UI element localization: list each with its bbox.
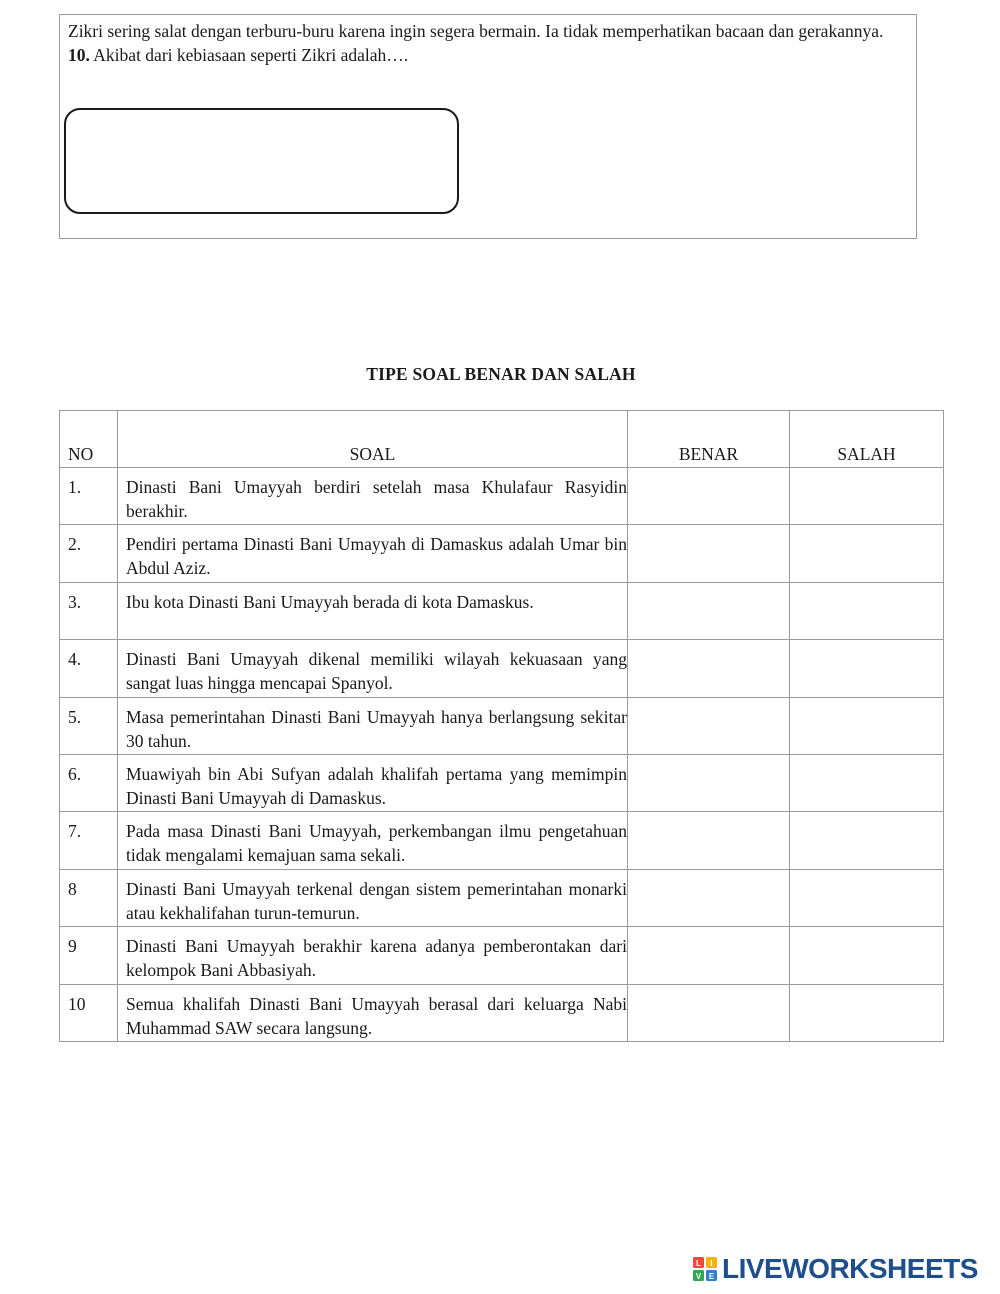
question-text	[68, 19, 910, 67]
salah-answer-cell[interactable]	[790, 640, 944, 697]
benar-answer-cell[interactable]	[628, 468, 790, 525]
svg-text:V: V	[695, 1272, 702, 1281]
header-soal: SOAL	[118, 411, 628, 468]
row-number: 9	[60, 927, 118, 984]
row-statement: Masa pemerintahan Dinasti Bani Umayyah hanya berlangsung sekitar 30 tahun.	[118, 697, 628, 754]
salah-answer-cell[interactable]	[790, 468, 944, 525]
question-context: Zikri sering salat dengan terburu-buru karena ingin segera bermain. Ia tidak memperhatikan bacaan dan gerakannya.	[68, 21, 884, 41]
answer-input-box[interactable]	[64, 108, 459, 214]
question-number: 10.	[68, 45, 90, 65]
table-row	[60, 754, 944, 811]
row-number: 8	[60, 869, 118, 926]
liveworksheets-logo-text: LIVEWORKSHEETS	[722, 1253, 978, 1284]
salah-answer-cell[interactable]	[790, 582, 944, 639]
benar-answer-cell[interactable]	[628, 812, 790, 869]
header-benar: BENAR	[628, 411, 790, 468]
benar-answer-cell[interactable]	[628, 984, 790, 1041]
row-statement: Semua khalifah Dinasti Bani Umayyah berasal dari keluarga Nabi Muhammad SAW secara langsung.	[118, 984, 628, 1041]
benar-answer-cell[interactable]	[628, 927, 790, 984]
svg-text:I: I	[710, 1259, 713, 1268]
table-row	[60, 927, 944, 984]
table-row	[60, 984, 944, 1041]
true-false-table	[59, 410, 944, 1042]
row-statement: Dinasti Bani Umayyah berakhir karena adanya pemberontakan dari kelompok Bani Abbasiyah.	[118, 927, 628, 984]
benar-answer-cell[interactable]	[628, 697, 790, 754]
salah-answer-cell[interactable]	[790, 525, 944, 582]
row-statement: Pada masa Dinasti Bani Umayyah, perkembangan ilmu pengetahuan tidak mengalami kemajuan sama sekali.	[118, 812, 628, 869]
row-number: 7.	[60, 812, 118, 869]
svg-text:E: E	[708, 1272, 715, 1281]
benar-answer-cell[interactable]	[628, 525, 790, 582]
question-prompt: Akibat dari kebiasaan seperti Zikri adalah….	[93, 45, 409, 65]
table-row	[60, 468, 944, 525]
table-row	[60, 640, 944, 697]
table-row	[60, 812, 944, 869]
row-number: 2.	[60, 525, 118, 582]
row-number: 5.	[60, 697, 118, 754]
row-number: 10	[60, 984, 118, 1041]
row-statement: Dinasti Bani Umayyah terkenal dengan sistem pemerintahan monarki atau kekhalifahan turun-temurun.	[118, 869, 628, 926]
row-number: 3.	[60, 582, 118, 639]
table-row	[60, 525, 944, 582]
liveworksheets-logo	[692, 1254, 978, 1284]
row-statement: Ibu kota Dinasti Bani Umayyah berada di kota Damaskus.	[118, 582, 628, 639]
benar-answer-cell[interactable]	[628, 869, 790, 926]
salah-answer-cell[interactable]	[790, 984, 944, 1041]
table-row	[60, 582, 944, 639]
benar-answer-cell[interactable]	[628, 582, 790, 639]
row-statement: Dinasti Bani Umayyah berdiri setelah masa Khulafaur Rasyidin berakhir.	[118, 468, 628, 525]
section-title: TIPE SOAL BENAR DAN SALAH	[366, 364, 636, 384]
header-salah: SALAH	[790, 411, 944, 468]
table-row	[60, 869, 944, 926]
header-no: NO	[60, 411, 118, 468]
salah-answer-cell[interactable]	[790, 869, 944, 926]
row-number: 4.	[60, 640, 118, 697]
benar-answer-cell[interactable]	[628, 640, 790, 697]
svg-text:L: L	[696, 1259, 701, 1268]
salah-answer-cell[interactable]	[790, 927, 944, 984]
question-box	[59, 14, 917, 239]
table-header-row	[60, 411, 944, 468]
row-number: 6.	[60, 754, 118, 811]
row-statement: Pendiri pertama Dinasti Bani Umayyah di Damaskus adalah Umar bin Abdul Aziz.	[118, 525, 628, 582]
liveworksheets-logo-icon	[692, 1256, 718, 1282]
salah-answer-cell[interactable]	[790, 697, 944, 754]
table-row	[60, 697, 944, 754]
benar-answer-cell[interactable]	[628, 754, 790, 811]
row-number: 1.	[60, 468, 118, 525]
salah-answer-cell[interactable]	[790, 754, 944, 811]
row-statement: Muawiyah bin Abi Sufyan adalah khalifah pertama yang memimpin Dinasti Bani Umayyah di Damaskus.	[118, 754, 628, 811]
salah-answer-cell[interactable]	[790, 812, 944, 869]
row-statement: Dinasti Bani Umayyah dikenal memiliki wilayah kekuasaan yang sangat luas hingga mencapai Spanyol.	[118, 640, 628, 697]
